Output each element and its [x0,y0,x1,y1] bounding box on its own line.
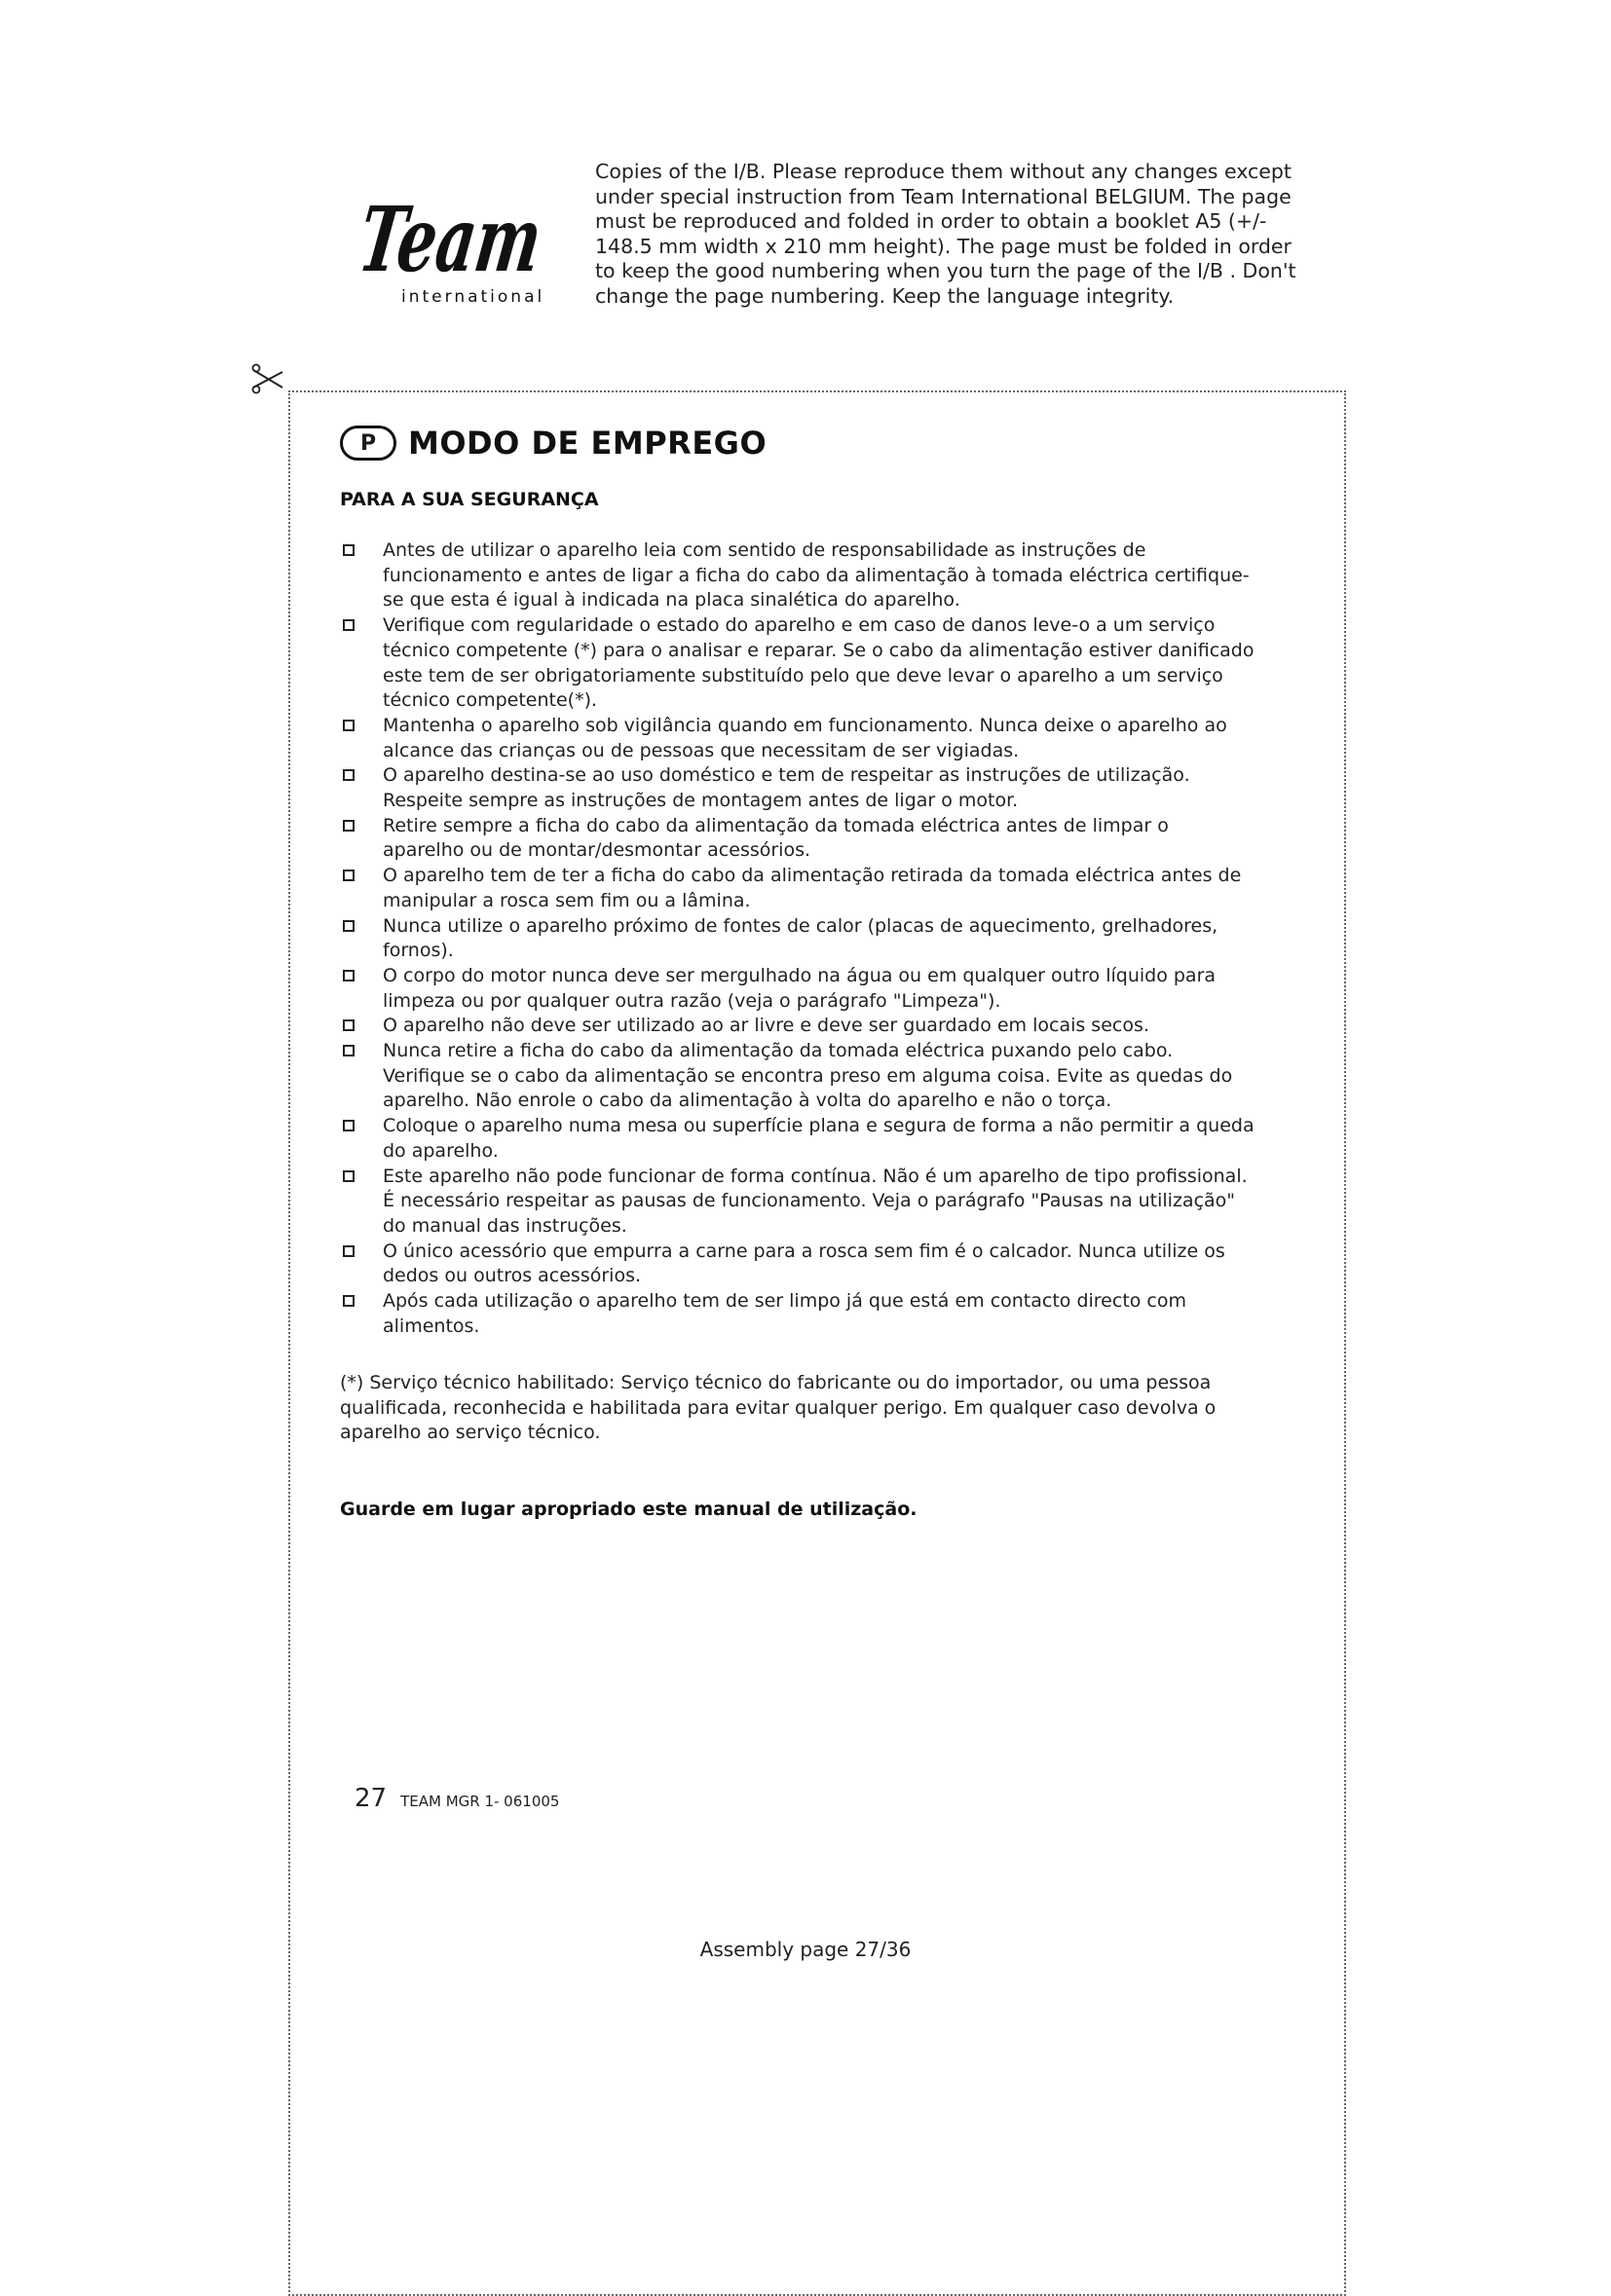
page-number: 27 [355,1784,388,1813]
list-item [340,1114,1255,1164]
list-item-text: Mantenha o aparelho sob vigilância quando em funcionamento. Nunca deixe o aparelho ao alcance das crianças ou de pessoas que necessitam de ser vigiadas. [383,714,1227,761]
list-item [340,1240,1255,1289]
keep-manual-note: Guarde em lugar apropriado este manual de utilização. [340,1499,918,1520]
list-item-text: O aparelho destina-se ao uso doméstico e tem de respeitar as instruções de utilização. Respeite sempre as instruções de montagem antes de ligar o motor. [383,764,1190,812]
list-item [340,613,1255,714]
service-footnote: (*) Serviço técnico habilitado: Serviço técnico do fabricante ou do importador, ou uma pessoa qualificada, reconhecida e habilitada para evitar qualquer perigo. Em qualquer caso devolva o aparelho ao serviço técnico. [340,1372,1217,1444]
assembly-page-label: Assembly page 27/36 [699,1938,912,1961]
language-badge: P [340,426,396,461]
page-footer [355,1784,559,1813]
list-item-text: O corpo do motor nunca deve ser mergulhado na água ou em qualquer outro líquido para limpeza ou por qualquer outra razão (veja o parágrafo "Limpeza"). [383,964,1217,1012]
list-item-text: Retire sempre a ficha do cabo da alimentação da tomada eléctrica antes de limpar o aparelho ou de montar/desmontar acessórios. [383,814,1169,862]
list-item-text: O único acessório que empurra a carne para a rosca sem fim é o calcador. Nunca utilize os dedos ou outros acessórios. [383,1240,1225,1287]
list-item-text: Verifique com regularidade o estado do aparelho e em caso de danos leve-o a um serviço técnico competente (*) para o analisar e reparar. Se o cabo da alimentação estiver danificado este tem de ser obrigatoriamente substituído pelo que deve levar o aparelho a um serviço técnico competente(*). [383,614,1255,712]
checkbox-icon [343,870,355,881]
team-international-logo [353,156,634,321]
checkbox-icon [343,619,355,631]
checkbox-icon [343,1170,355,1182]
checkbox-icon [343,1045,355,1056]
checkbox-icon [343,720,355,731]
list-item [340,814,1255,864]
title-text: MODO DE EMPREGO [408,425,768,462]
checkbox-icon [343,769,355,781]
list-item-text: Nunca retire a ficha do cabo da alimentação da tomada eléctrica puxando pelo cabo. Verifique se o cabo da alimentação se encontra preso em alguma coisa. Evite as quedas do aparelho. Não enrole o cabo da alimentação à volta do aparelho e não o torça. [383,1040,1233,1112]
list-item-text: Este aparelho não pode funcionar de forma contínua. Não é um aparelho de tipo profissional. É necessário respeitar as pausas de funcionamento. Veja o parágrafo "Pausas na utilização" do manual das instruções. [383,1165,1248,1237]
checkbox-icon [343,970,355,981]
checkbox-icon [343,1120,355,1131]
list-item-text: Nunca utilize o aparelho próximo de fontes de calor (placas de aquecimento, grelhadores, fornos). [383,914,1218,962]
list-item [340,964,1255,1014]
list-item [340,914,1255,964]
model-code: TEAM MGR 1- 061005 [400,1793,560,1810]
list-item-text: Coloque o aparelho numa mesa ou superfície plana e segura de forma a não permitir a queda do aparelho. [383,1115,1255,1162]
checkbox-icon [343,1245,355,1257]
list-item [340,1289,1255,1339]
list-item-text: Após cada utilização o aparelho tem de ser limpo já que está em contacto directo com alimentos. [383,1290,1187,1337]
checkbox-icon [343,544,355,556]
list-item-text: O aparelho não deve ser utilizado ao ar livre e deve ser guardado em locais secos. [383,1015,1149,1037]
logo-sub: international [401,287,545,307]
list-item [340,763,1255,813]
safety-list [340,538,1255,1340]
logo-name: Team [353,186,634,292]
checkbox-icon [343,820,355,832]
checkbox-icon [343,1019,355,1031]
list-item-text: O aparelho tem de ter a ficha do cabo da alimentação retirada da tomada eléctrica antes de manipular a rosca sem fim ou a lâmina. [383,865,1242,911]
list-item-text: Antes de utilizar o aparelho leia com sentido de responsabilidade as instruções de funcionamento e antes de ligar a ficha do cabo da alimentação à tomada eléctrica certifique-se que esta é igual à indicada na placa sinalética do aparelho. [383,539,1250,611]
list-item [340,1165,1255,1240]
section-title: PARA A SUA SEGURANÇA [340,489,599,510]
list-item [340,538,1255,613]
list-item [340,864,1255,913]
list-item [340,1039,1255,1114]
list-item [340,714,1255,763]
checkbox-icon [343,920,355,932]
reproduction-instructions: Copies of the I/B. Please reproduce them without any changes except under special instruction from Team International BELGIUM. The page must be reproduced and folded in order to obtain a booklet A5 (+/- 148.5 mm width x 210 mm height). The page must be folded in order to keep the good numbering when you turn the page of the I/B . Don't change the page numbering. Keep the language integrity. [595,160,1296,308]
checkbox-icon [343,1295,355,1307]
page-title [340,421,767,465]
list-item [340,1014,1255,1039]
scissors-icon [251,362,286,397]
